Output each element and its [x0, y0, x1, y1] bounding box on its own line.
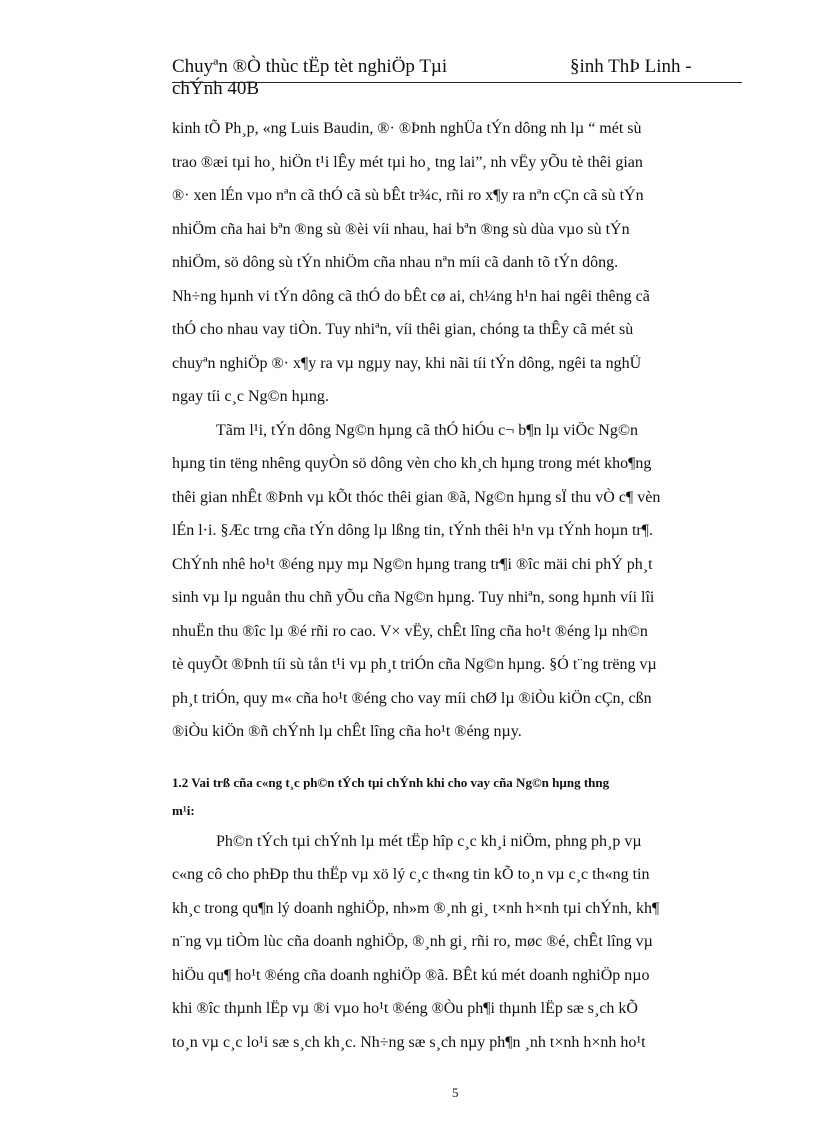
text-line: ®iÒu kiÖn ®ñ chÝnh lµ chÊt lîng cña ho¹t ®éng nµy.	[172, 723, 522, 740]
text-line: kinh tÕ Ph¸p, «ng Luis Baudin, ®· ®Þnh nghÜa tÝn dông nh lµ “ mét sù	[172, 120, 642, 137]
page-header	[172, 52, 742, 100]
text-line: Tãm l¹i, tÝn dông Ng©n hµng cã thÓ hiÓu c¬ b¶n lµ viÖc Ng©n	[216, 421, 638, 439]
text-line: nhiÖm, sö dông sù tÝn nhiÖm cña nhau nªn míi cã danh tõ tÝn dông.	[172, 254, 619, 271]
text-line: ChÝnh nhê ho¹t ®éng nµy mµ Ng©n hµng trang tr¶i ®îc mäi chi phÝ ph¸t	[172, 555, 653, 573]
text-line: to¸n vµ c¸c lo¹i sæ s¸ch kh¸c. Nh÷ng sæ s¸ch nµy ph¶n ¸nh t×nh h×nh ho¹t	[172, 1033, 646, 1051]
document-body	[172, 112, 742, 1059]
paragraph-2	[172, 414, 742, 749]
text-line: Nh÷ng hµnh vi tÝn dông cã thÓ do bÊt cø ai, ch¼ng h¹n hai ngêi thêng cã	[172, 287, 650, 305]
text-line: khi ®îc thµnh lËp vµ ®i vµo ho¹t ®éng ®Òu ph¶i thµnh lËp sæ s¸ch kÕ	[172, 1000, 638, 1017]
text-line: ®· xen lÉn vµo nªn cã thÓ cã sù bÊt tr¾c, rñi ro x¶y ra nªn cÇn cã sù tÝn	[172, 187, 644, 204]
text-line: chuyªn nghiÖp ®· x¶y ra vµ ngµy nay, khi nãi tíi tÝn dông, ngêi ta nghÜ	[172, 354, 642, 372]
text-line: ngay tíi c¸c Ng©n hµng.	[172, 388, 329, 405]
text-line: trao ®æi tµi ho¸ hiÖn t¹i lÊy mét tµi ho¸ tng lai”, nh vËy yÕu tè thêi gian	[172, 153, 643, 171]
section-spacer	[172, 749, 742, 769]
text-line: n¨ng vµ tiÒm lùc cña doanh nghiÖp, ®¸nh gi¸ rñi ro, møc ®é, chÊt lîng vµ	[172, 933, 653, 950]
text-line: nhiÖm cña hai bªn ®ng sù ®èi víi nhau, hai bªn ®ng sù dùa vµo sù tÝn	[172, 220, 630, 238]
page-number: 5	[452, 1085, 459, 1100]
section-heading-line: m¹i:	[172, 802, 195, 818]
text-line: tè quyÕt ®Þnh tíi sù tån t¹i vµ ph¸t triÓn cña Ng©n hµng. §Ó t¨ng trëng vµ	[172, 656, 657, 673]
header-author: §inh ThÞ Linh -	[570, 56, 692, 77]
header-divider	[172, 82, 742, 83]
text-line: hµng tin tëng nhêng quyÒn sö dông vèn cho kh¸ch hµng trong mét kho¶ng	[172, 455, 652, 472]
section-heading	[172, 769, 742, 825]
text-line: thêi gian nhÊt ®Þnh vµ kÕt thóc thêi gian ®ã, Ng©n hµng sÏ thu vÒ c¶ vèn	[172, 488, 661, 506]
section-heading-line: 1.2 Vai trß cña c«ng t¸c ph©n tÝch tµi chÝnh khi cho vay cña Ng©n hµng thng	[172, 774, 610, 790]
text-line: sinh vµ lµ nguån thu chñ yÕu cña Ng©n hµng. Tuy nhiªn, song hµnh víi lîi	[172, 589, 655, 606]
text-line: nhuËn thu ®îc lµ ®é rñi ro cao. V× vËy, chÊt lîng cña ho¹t ®éng lµ nh©n	[172, 622, 648, 640]
text-line: Ph©n tÝch tµi chÝnh lµ mét tËp hîp c¸c kh¸i niÖm, phng ph¸p vµ	[216, 832, 642, 850]
text-line: thÓ cho nhau vay tiÒn. Tuy nhiªn, víi thêi gian, chóng ta thÊy cã mét sù	[172, 321, 634, 338]
paragraph-3	[172, 825, 742, 1060]
text-line: hiÖu qu¶ ho¹t ®éng cña doanh nghiÖp ®ã. BÊt kú mét doanh nghiÖp nµo	[172, 966, 650, 984]
header-title: Chuyªn ®Ò thùc tËp tèt nghiÖp Tµi chÝnh 40B	[172, 56, 448, 99]
text-line: lÉn l·i. §Æc trng cña tÝn dông lµ lßng tin, tÝnh thêi h¹n vµ tÝnh hoµn tr¶.	[172, 522, 653, 539]
text-line: ph¸t triÓn, quy m« cña ho¹t ®éng cho vay míi chØ lµ ®iÒu kiÖn cÇn, cßn	[172, 689, 652, 707]
text-line: kh¸c trong qu¶n lý doanh nghiÖp, nh»m ®¸nh gi¸ t×nh h×nh tµi chÝnh, kh¶	[172, 899, 660, 917]
text-line: c«ng cô cho phÐp thu thËp vµ xö lý c¸c th«ng tin kÕ to¸n vµ c¸c th«ng tin	[172, 866, 650, 883]
paragraph-1	[172, 112, 742, 414]
